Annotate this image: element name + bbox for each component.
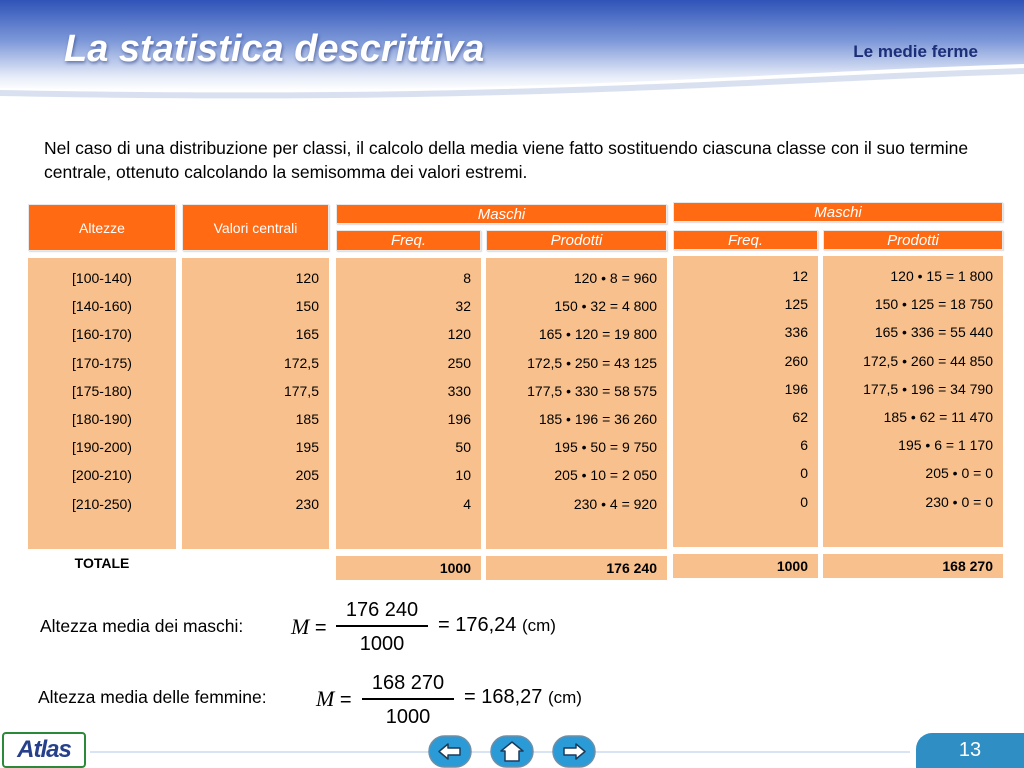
total-freq-1: 1000 [336, 556, 481, 580]
formula-label: Altezza media dei maschi: [40, 616, 244, 636]
table-cell-classe: [100-140) [72, 270, 132, 286]
table-cell-f1: 250 [447, 354, 471, 371]
slide-title: La statistica descrittiva [64, 28, 485, 70]
formula-result [438, 614, 556, 637]
table-cell-p2: 172,5 • 260 = 44 850 [863, 352, 993, 369]
table-cell-f1: 330 [447, 382, 471, 399]
result-unit: (cm) [521, 616, 556, 635]
table-cell-centrale: 150 [295, 298, 319, 315]
column-prodotti-1 [486, 258, 667, 549]
column-valori-centrali [182, 258, 329, 549]
table-cell-p2: 205 • 0 = 0 [925, 465, 993, 482]
header-freq-2: Freq. [673, 230, 818, 250]
table-cell-p2: 120 • 15 = 1 800 [890, 268, 993, 284]
table-cell-p2: 177,5 • 196 = 34 790 [863, 380, 993, 397]
column-freq-1 [336, 258, 481, 549]
page-number-badge [916, 733, 1024, 768]
table-cell-f1: 50 [455, 439, 471, 456]
intro-paragraph: Nel caso di una distribuzione per classi, il calcolo della media viene fatto sostituendo ciascuna classe con il suo termine centrale, ottenuto calcolando la semisomma dei valori estremi. [44, 138, 969, 182]
table-cell-centrale: 165 [295, 326, 319, 343]
result-value: = 168,27 [464, 686, 543, 708]
total-prodotti-1: 176 240 [486, 556, 667, 580]
table-cell-f1: 196 [447, 411, 471, 427]
table-cell-f2: 260 [784, 352, 808, 369]
table-cell-p1: 185 • 196 = 36 260 [538, 411, 657, 427]
table-cell-centrale: 120 [295, 270, 319, 286]
table-cell-classe: [210-250) [72, 495, 132, 512]
table-cell-centrale: 230 [295, 495, 319, 512]
formula-result [464, 686, 582, 709]
table-cell-f2: 196 [784, 380, 808, 397]
table-cell-f1: 10 [455, 467, 471, 484]
column-freq-2 [673, 256, 818, 547]
fraction-numerator: 176 240 [345, 599, 419, 621]
table-cell-centrale: 172,5 [283, 354, 319, 371]
table-cell-classe: [160-170) [72, 326, 132, 343]
header-freq-1: Freq. [336, 230, 481, 251]
table-cell-f1: 32 [455, 298, 471, 315]
table-cell-p2: 150 • 125 = 18 750 [874, 296, 993, 313]
home-icon[interactable] [490, 735, 534, 768]
table-cell-p1: 230 • 4 = 920 [573, 495, 657, 512]
table-cell-classe: [175-180) [72, 382, 132, 399]
variable-m: M [291, 614, 310, 639]
table-cell-classe: [200-210) [72, 467, 132, 484]
result-value: = 176,24 [438, 614, 517, 636]
header-group-2: Maschi [673, 202, 1003, 222]
header-valori-centrali: Valori centrali [182, 204, 329, 251]
result-unit: (cm) [547, 688, 582, 707]
table-cell-f1: 120 [447, 326, 471, 343]
forward-arrow-icon[interactable] [552, 735, 596, 768]
variable-m: M [316, 686, 335, 711]
table-cell-p1: 165 • 120 = 19 800 [538, 326, 657, 343]
fraction-bar [362, 698, 454, 700]
table-cell-p1: 150 • 32 = 4 800 [554, 298, 657, 315]
table-cell-f1: 8 [463, 270, 471, 286]
logo-text: Atlas [17, 736, 71, 763]
column-prodotti-2 [823, 256, 1003, 547]
header-prodotti-2: Prodotti [823, 230, 1003, 250]
equals-sign: = [314, 617, 327, 639]
table-cell-classe: [170-175) [72, 354, 132, 371]
table-cell-f2: 0 [800, 493, 808, 510]
table-cell-f2: 12 [792, 268, 808, 284]
table-cell-p1: 205 • 10 = 2 050 [554, 467, 657, 484]
table-cell-centrale: 195 [295, 439, 319, 456]
back-arrow-icon[interactable] [428, 735, 472, 768]
slide-header [0, 0, 1024, 106]
table-cell-classe: [180-190) [72, 411, 132, 427]
header-prodotti-1: Prodotti [486, 230, 667, 251]
table-cell-p2: 165 • 336 = 55 440 [874, 324, 993, 341]
totals-label: TOTALE [74, 555, 130, 571]
table-cell-f2: 6 [800, 437, 808, 454]
total-freq-2: 1000 [673, 554, 818, 578]
table-cell-p1: 177,5 • 330 = 58 575 [527, 382, 657, 399]
table-cell-p1: 195 • 50 = 9 750 [554, 439, 657, 456]
column-altezze [28, 258, 176, 549]
table-cell-f2: 62 [792, 409, 808, 425]
table-cell-f2: 336 [784, 324, 808, 341]
fraction-numerator: 168 270 [371, 672, 445, 694]
header-altezze: Altezze [28, 204, 176, 251]
table-cell-f2: 125 [784, 296, 808, 313]
table-cell-centrale: 177,5 [283, 382, 319, 399]
atlas-logo [2, 732, 86, 768]
table-cell-centrale: 205 [295, 467, 319, 484]
table-cell-p1: 120 • 8 = 960 [573, 270, 657, 286]
total-prodotti-2: 168 270 [823, 554, 1003, 578]
table-cell-p2: 195 • 6 = 1 170 [898, 437, 993, 454]
table-cell-p1: 172,5 • 250 = 43 125 [527, 354, 657, 371]
formula-variable [316, 686, 352, 712]
table-cell-classe: [190-200) [72, 439, 132, 456]
table-cell-centrale: 185 [295, 411, 319, 427]
equals-sign: = [339, 689, 352, 711]
fraction-bar [336, 625, 428, 627]
page-number: 13 [958, 739, 982, 761]
table-cell-f2: 0 [800, 465, 808, 482]
table-cell-p2: 230 • 0 = 0 [925, 493, 993, 510]
formula-label: Altezza media delle femmine: [38, 687, 267, 707]
header-group-1: Maschi [336, 204, 667, 224]
section-title: Le medie ferme [853, 42, 978, 61]
fraction-denominator: 1000 [385, 706, 431, 728]
fraction-denominator: 1000 [359, 633, 405, 655]
table-cell-classe: [140-160) [72, 298, 132, 315]
formula-variable [291, 614, 327, 640]
table-cell-f1: 4 [463, 495, 471, 512]
table-cell-p2: 185 • 62 = 11 470 [883, 409, 993, 425]
